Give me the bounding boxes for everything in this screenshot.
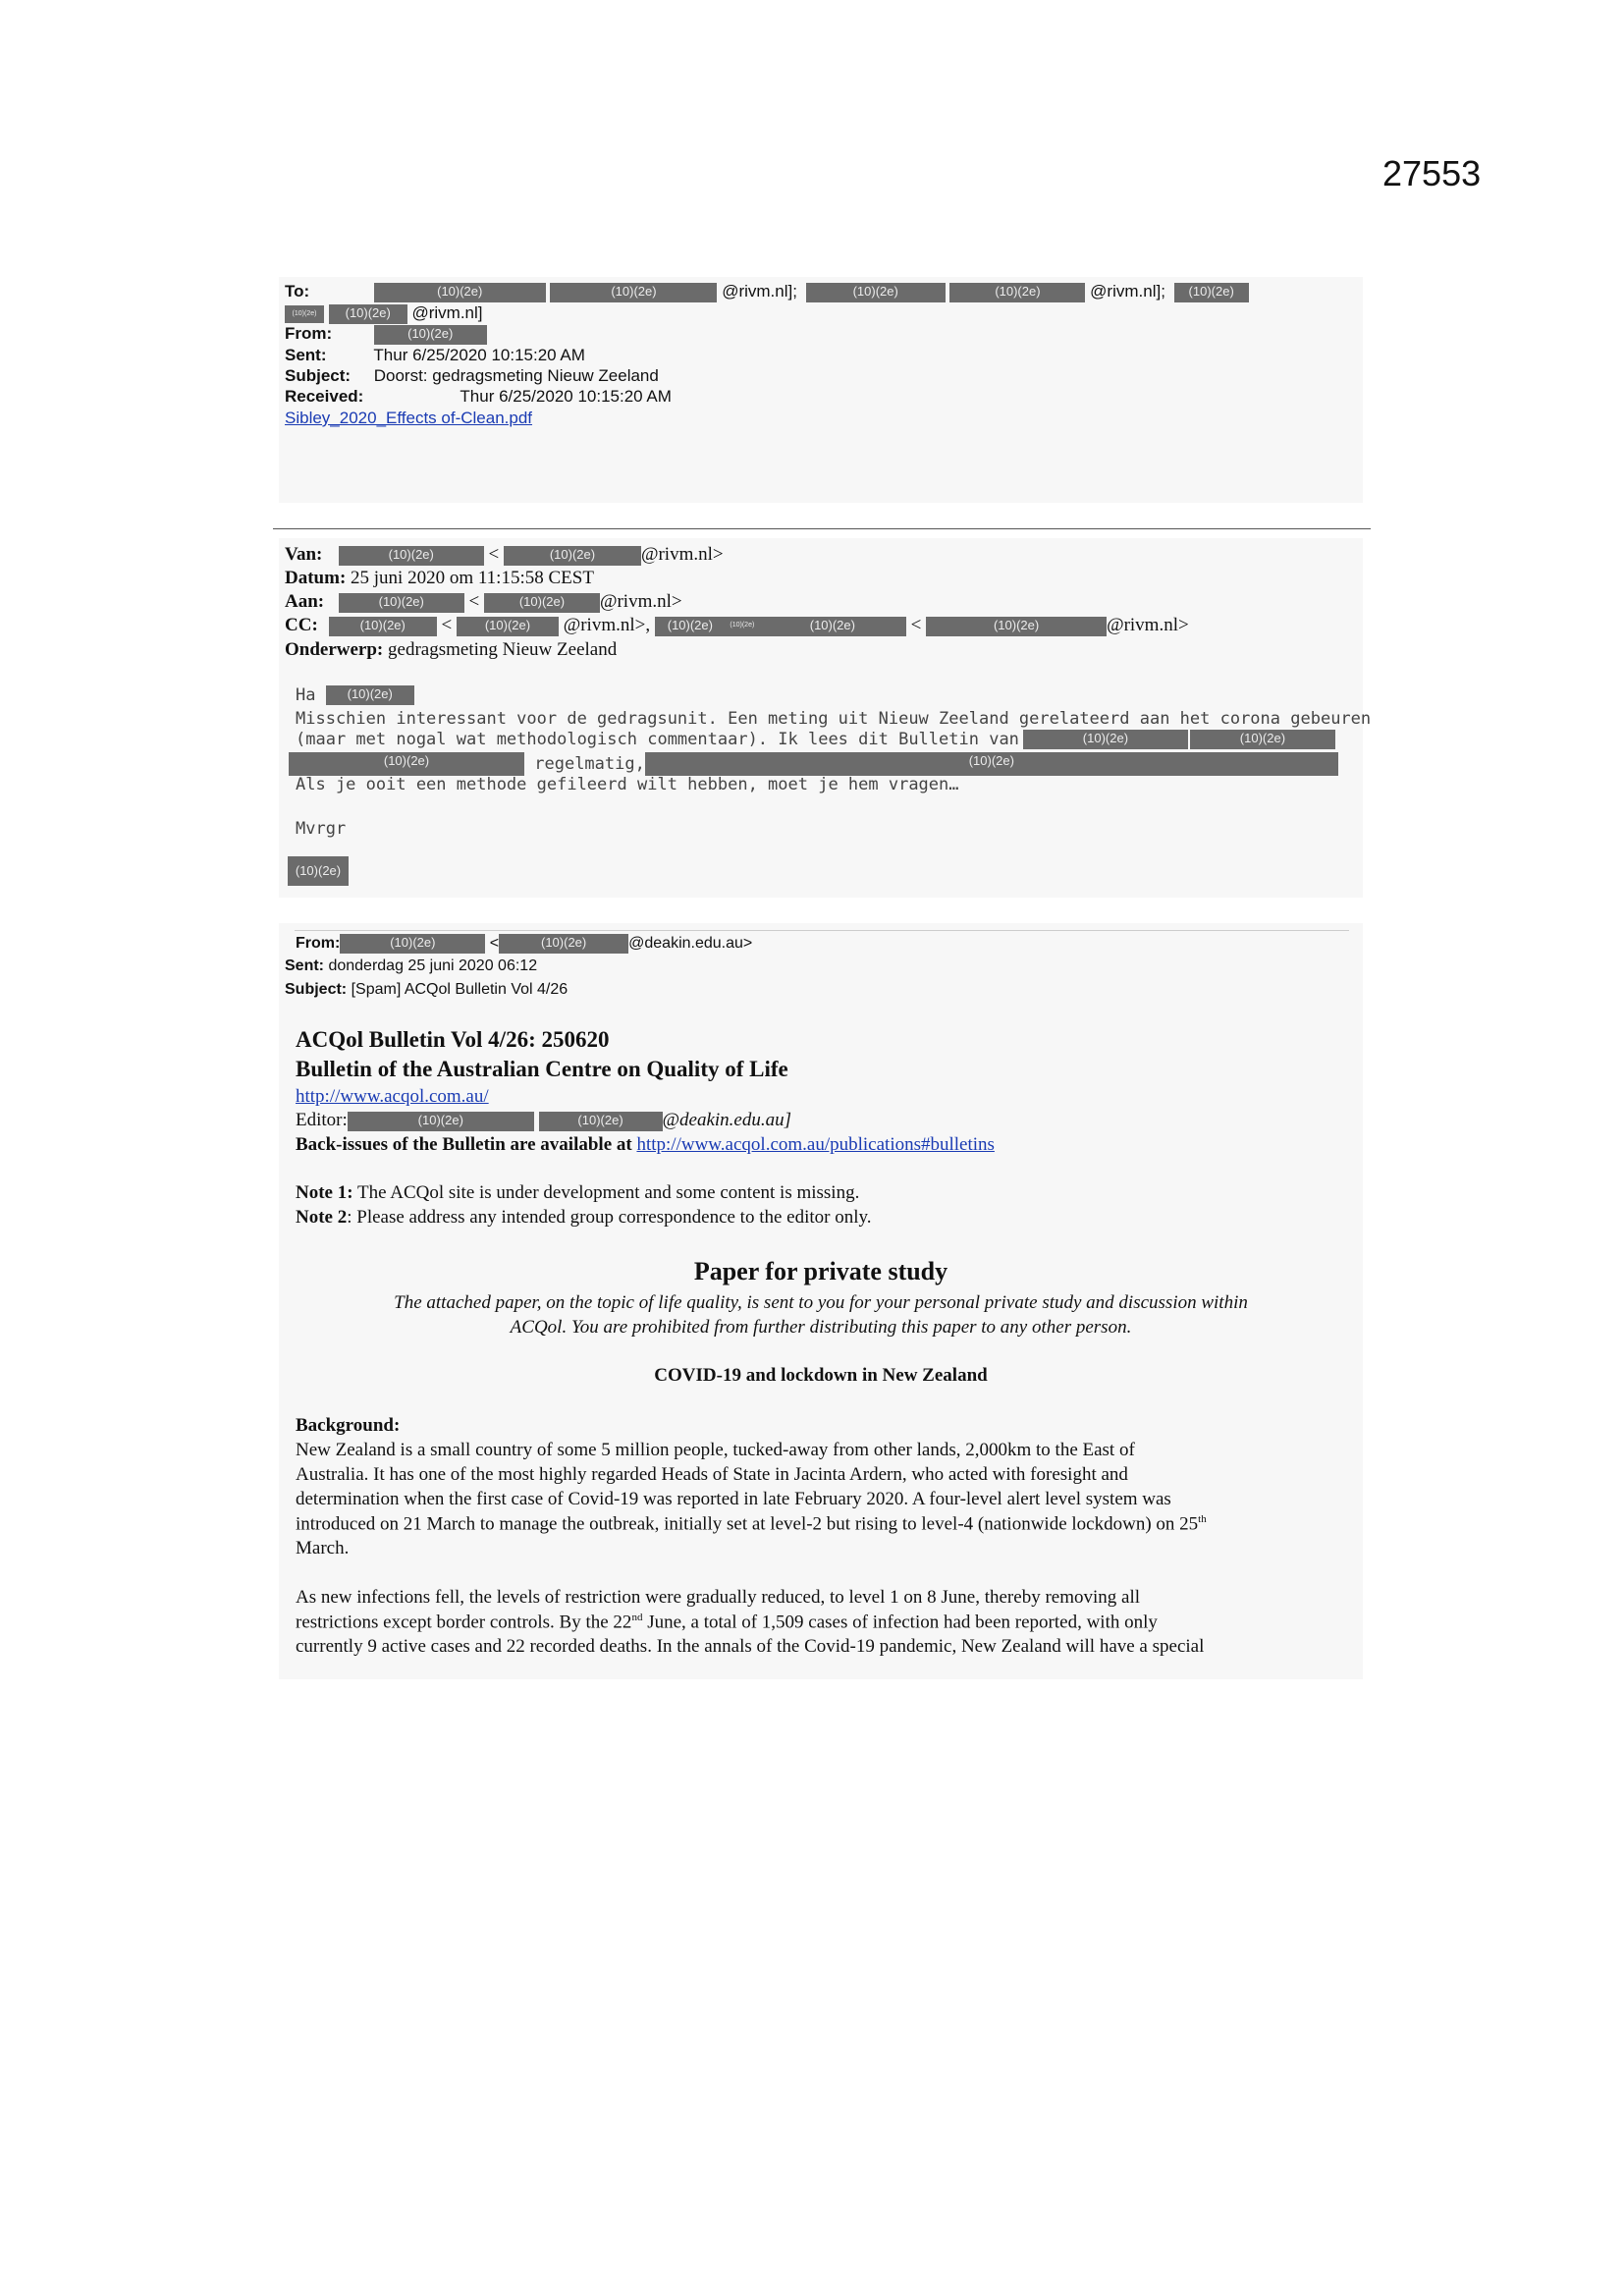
aan-label: Aan: [285,591,325,612]
redaction: (10)(2e) [326,685,414,705]
onderwerp-label: Onderwerp: [285,639,384,660]
p2-line-2 [296,1612,1158,1633]
bulletin-url-row [296,1086,489,1108]
p2-line-2-sup: nd [631,1612,643,1623]
thin-divider [295,930,1349,931]
redaction: (10)(2e) [1023,730,1188,749]
bg-line-2: Australia. It has one of the most highly regarded Heads of State in Jacinta Ardern, who acted with foresight and [296,1464,1128,1485]
body-line-3 [289,752,1338,776]
bg-line-4 [296,1513,1207,1535]
covid-heading: COVID-19 and lockdown in New Zealand [654,1365,988,1386]
body-line-4: Als je ooit een methode gefileerd wilt hebben, moet je hem vragen… [296,775,959,794]
cc-label: CC: [285,615,318,635]
bg-line-1: New Zealand is a small country of some 5 million people, tucked-away from other lands, 2,000km to the East of [296,1440,1135,1460]
from-label: From: [285,324,333,343]
paper-heading: Paper for private study [693,1257,948,1285]
p2-line-2b: June, a total of 1,509 cases of infection had been reported, with only [642,1612,1158,1633]
subject-row [285,366,659,386]
email-domain: @rivm.nl> [640,544,724,565]
datum-label: Datum: [285,568,347,588]
orig-from-label: From: [296,935,341,953]
greeting [296,685,414,705]
bg-line-5: March. [296,1538,350,1558]
page-number: 27553 [1382,153,1482,193]
redaction: (10)(2e) [645,752,1338,776]
back-issues-link[interactable]: http://www.acqol.com.au/publications#bulletins [636,1134,995,1155]
attachment-row [285,409,532,428]
redaction: (10)(2e) [339,593,464,613]
redaction: (10)(2e) [457,617,559,636]
signature [288,856,349,886]
bg-line-4-sup: th [1198,1513,1207,1525]
redaction: (10)(2e) [806,283,946,302]
van-label: Van: [285,544,323,565]
redaction: (10)(2e) [288,856,349,886]
redaction: (10)(2e) [329,304,407,324]
to-label: To: [285,282,310,301]
redaction: (10)(2e) [499,934,628,954]
body-line-3-text: regelmatig, [534,754,645,774]
redaction: (10)(2e) [550,283,717,302]
redaction: (10)(2e) [289,752,524,776]
note-1 [296,1182,859,1204]
editor-label: Editor: [296,1110,348,1130]
background-heading: Background: [296,1415,401,1436]
redaction: (10)(2e) [339,546,484,566]
orig-subject-value: [Spam] ACQol Bulletin Vol 4/26 [351,981,568,998]
redaction: (10)(2e) [726,617,759,636]
angle-bracket: < [488,544,500,565]
email-domain: @rivm.nl]; [1090,282,1165,301]
body-line-2 [296,730,1335,749]
redaction: (10)(2e) [484,593,600,613]
angle-bracket: < [468,591,480,612]
orig-sent-label: Sent: [285,957,324,974]
van-row [285,544,724,566]
sent-value: Thur 6/25/2020 10:15:20 AM [373,346,585,364]
redaction: (10)(2e) [759,617,906,636]
angle-bracket: < [489,935,500,953]
bulletin-title-1: ACQol Bulletin Vol 4/26: 250620 [296,1027,610,1052]
aan-row [285,591,682,613]
note-1-label: Note 1: [296,1182,353,1203]
redaction: (10)(2e) [926,617,1107,636]
datum-value: 25 juni 2020 om 11:15:58 CEST [351,568,594,588]
note-1-text: The ACQol site is under development and some content is missing. [356,1182,860,1203]
p2-line-3: currently 9 active cases and 22 recorded deaths. In the annals of the Covid-19 pandemic, New Zealand will have a special [296,1636,1205,1657]
body-line-1: Misschien interessant voor de gedragsunit. Een meting uit Nieuw Zeeland gerelateerd aan het corona gebeuren [296,709,1372,729]
received-label: Received: [285,387,364,406]
bulletin-url-link[interactable]: http://www.acqol.com.au/ [296,1086,489,1107]
redaction: (10)(2e) [539,1112,663,1131]
editor-row [296,1110,791,1131]
back-issues-text: Back-issues of the Bulletin are available at [296,1134,632,1155]
to-row-cont [285,303,483,324]
bg-line-3: determination when the first case of Covid-19 was reported in late February 2020. A four-level alert level system was [296,1489,1171,1509]
angle-bracket: < [910,615,922,635]
note-2 [296,1207,872,1229]
signoff: Mvrgr [296,819,347,839]
bulletin-title-2: Bulletin of the Australian Centre on Quality of Life [296,1057,788,1081]
bg-line-4-text: introduced on 21 March to manage the outbreak, initially set at level-2 but rising to level-4 (nationwide lockdown) on 25 [296,1513,1199,1535]
from-row [285,324,487,345]
subject-value: Doorst: gedragsmeting Nieuw Zeeland [373,366,659,385]
orig-from-row [296,934,752,954]
datum-row [285,568,594,589]
onderwerp-row [285,639,617,661]
redaction: (10)(2e) [340,934,485,954]
onderwerp-value: gedragsmeting Nieuw Zeeland [388,639,618,660]
greeting-text: Ha [296,685,316,705]
redaction: (10)(2e) [504,546,641,566]
redaction: (10)(2e) [348,1112,534,1131]
attachment-link[interactable]: Sibley_2020_Effects of-Clean.pdf [285,409,533,427]
sent-label: Sent: [285,346,327,364]
note-2-label: Note 2 [296,1207,348,1228]
cc-row [285,615,1189,636]
email-domain: @deakin.edu.au> [628,935,753,953]
paper-line-1: The attached paper, on the topic of life quality, is sent to you for your personal private study and discussion within [394,1292,1248,1313]
p2-line-1: As new infections fell, the levels of restriction were gradually reduced, to level 1 on 8 June, thereby removing all [296,1587,1141,1608]
subject-label: Subject: [285,366,352,385]
redaction: (10)(2e) [329,617,437,636]
orig-sent-row [285,957,537,975]
orig-sent-value: donderdag 25 juni 2020 06:12 [328,957,538,974]
email-domain: @rivm.nl>, [563,615,651,635]
back-issues-row [296,1134,995,1156]
orig-subject-row [285,981,568,999]
to-row [285,282,1249,302]
body-line-2-text: (maar met nogal wat methodologisch commentaar). Ik lees dit Bulletin van [296,730,1019,749]
received-row [285,387,672,407]
p2-line-2a: restrictions except border controls. By the 22 [296,1612,632,1633]
note-2-text: : Please address any intended group correspondence to the editor only. [347,1207,872,1228]
editor-email-domain: @deakin.edu.au] [662,1110,791,1130]
received-value: Thur 6/25/2020 10:15:20 AM [460,387,672,406]
email-domain: @rivm.nl> [599,591,682,612]
redaction: (10)(2e) [285,305,324,323]
redaction: (10)(2e) [949,283,1085,302]
redaction: (10)(2e) [1190,730,1335,749]
orig-subject-label: Subject: [285,981,348,998]
redaction: (10)(2e) [374,325,487,345]
redaction: (10)(2e) [374,283,546,302]
email-domain: @rivm.nl]; [722,282,797,301]
email-domain: @rivm.nl> [1107,615,1189,635]
email-domain: @rivm.nl] [411,303,483,322]
redaction: (10)(2e) [1174,283,1249,302]
paper-line-2: ACQol. You are prohibited from further distributing this paper to any other person. [510,1317,1132,1338]
divider [273,528,1371,529]
redaction: (10)(2e) [655,617,726,636]
angle-bracket: < [441,615,453,635]
sent-row [285,346,585,365]
